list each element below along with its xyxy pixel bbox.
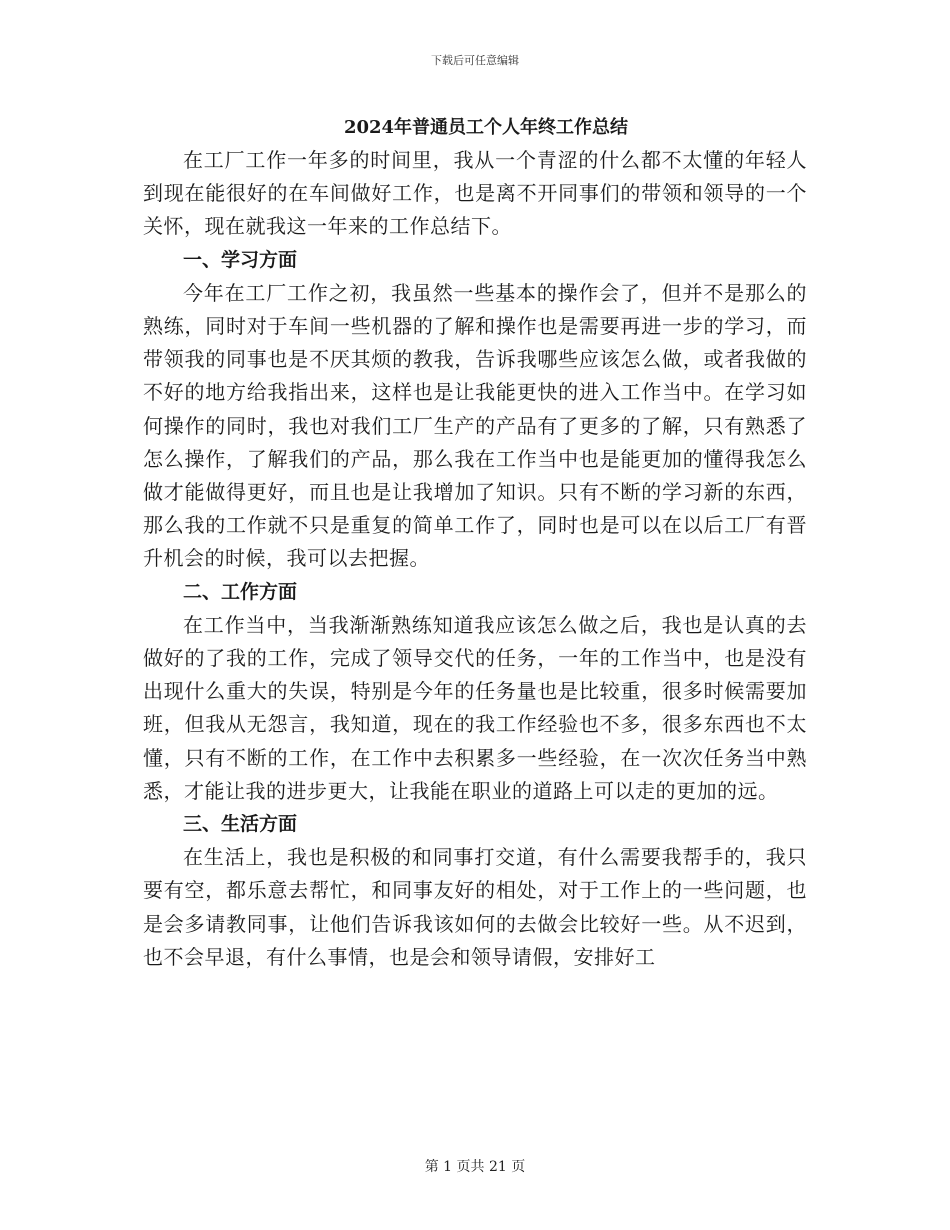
page-header-note: 下载后可任意编辑 xyxy=(431,54,519,67)
section-body-study: 今年在工厂工作之初，我虽然一些基本的操作会了，但并不是那么的熟练，同时对于车间一些机器的了解和操作也是需要再进一步的学习，而带领我的同事也是不厌其烦的教我，告诉我哪些应该怎么做，或者我做的不好的地方给我指出来，这样也是让我能更快的进入工作当中。在学习如何操作的同时，我也对我们工厂生产的产品有了更多的了解，只有熟悉了怎么操作，了解我们的产品，那么我在工作当中也是能更加的懂得我怎么做才能做得更好，而且也是让我增加了知识。只有不断的学习新的东西，那么我的工作就不只是重复的简单工作了，同时也是可以在以后工厂有晋升机会的时候，我可以去把握。 xyxy=(143,280,807,571)
page-number: 第 1 页共 21 页 xyxy=(424,1159,526,1175)
section-body-work: 在工作当中，当我渐渐熟练知道我应该怎么做之后，我也是认真的去做好的了我的工作，完成了领导交代的任务，一年的工作当中，也是没有出现什么重大的失误，特别是今年的任务量也是比较重，很多时候需要加班，但我从无怨言，我知道，现在的我工作经验也不多，很多东西也不太懂，只有不断的工作，在工作中去积累多一些经验，在一次次任务当中熟悉，才能让我的进步更大，让我能在职业的道路上可以走的更加的远。 xyxy=(143,612,807,803)
section-heading-work: 二、工作方面 xyxy=(183,580,298,603)
section-heading-life: 三、生活方面 xyxy=(183,813,298,836)
document-title: 2024年普通员工个人年终工作总结 xyxy=(343,117,629,138)
intro-paragraph: 在工厂工作一年多的时间里，我从一个青涩的什么都不太懂的年轻人到现在能很好的在车间做好工作，也是离不开同事们的带领和领导的一个关怀，现在就我这一年来的工作总结下。 xyxy=(143,148,807,239)
section-heading-study: 一、学习方面 xyxy=(183,248,298,271)
section-body-life: 在生活上，我也是积极的和同事打交道，有什么需要我帮手的，我只要有空，都乐意去帮忙，和同事友好的相处，对于工作上的一些问题，也是会多请教同事，让他们告诉我该如何的去做会比较好一些。从不迟到，也不会早退，有什么事情，也是会和领导请假，安排好工 xyxy=(143,845,807,969)
document-body xyxy=(143,112,807,974)
